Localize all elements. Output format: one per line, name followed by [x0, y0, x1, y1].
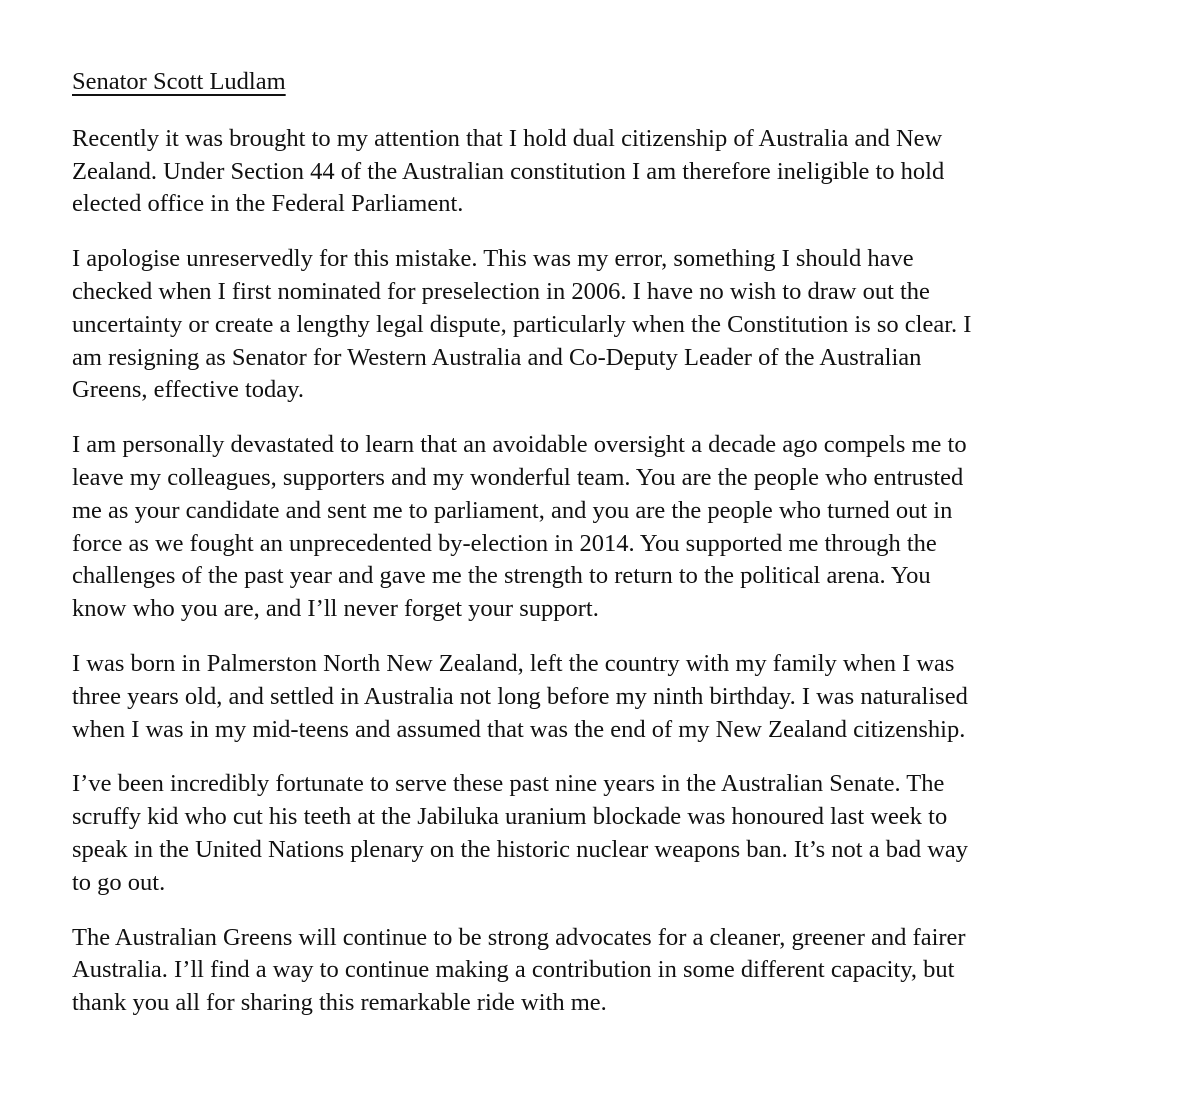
text-line: force as we fought an unprecedented by-election in 2014. You supported me through the — [72, 529, 937, 557]
paragraph-reflection — [72, 768, 1132, 899]
paragraph-gratitude — [72, 429, 1132, 626]
paragraph-apology — [72, 243, 1132, 407]
text-line: Zealand. Under Section 44 of the Australian constitution I am therefore ineligible to hold — [72, 157, 945, 185]
text-line: I was born in Palmerston North New Zealand, left the country with my family when I was — [72, 649, 955, 677]
text-line: leave my colleagues, supporters and my wonderful team. You are the people who entrusted — [72, 463, 964, 491]
text-line: challenges of the past year and gave me the strength to return to the political arena. You — [72, 562, 931, 590]
text-line: me as your candidate and sent me to parliament, and you are the people who turned out in — [72, 496, 953, 524]
text-line: Recently it was brought to my attention that I hold dual citizenship of Australia and New — [72, 124, 943, 152]
text-line: I apologise unreservedly for this mistake. This was my error, something I should have — [72, 245, 914, 273]
text-line: I’ve been incredibly fortunate to serve these past nine years in the Australian Senate. The — [72, 770, 945, 798]
text-line: speak in the United Nations plenary on the historic nuclear weapons ban. It’s not a bad way — [72, 835, 969, 863]
text-line: I am personally devastated to learn that an avoidable oversight a decade ago compels me to — [72, 431, 967, 459]
text-line: when I was in my mid-teens and assumed that was the end of my New Zealand citizenship. — [72, 715, 966, 743]
text-line: uncertainty or create a lengthy legal dispute, particularly when the Constitution is so clear. I — [72, 310, 972, 338]
paragraph-background — [72, 648, 1132, 746]
text-line: elected office in the Federal Parliament. — [72, 190, 464, 218]
text-line: Australia. I’ll find a way to continue making a contribution in some different capacity, but — [72, 956, 955, 984]
text-line: scruffy kid who cut his teeth at the Jabiluka uranium blockade was honoured last week to — [72, 803, 948, 831]
statement-document — [72, 66, 1132, 1042]
paragraph-dual-citizenship — [72, 123, 1132, 221]
text-line: The Australian Greens will continue to be strong advocates for a cleaner, greener and fairer — [72, 923, 966, 951]
paragraph-closing — [72, 922, 1132, 1020]
text-line: to go out. — [72, 868, 166, 896]
text-line: Greens, effective today. — [72, 376, 304, 404]
text-line: three years old, and settled in Australia not long before my ninth birthday. I was naturalised — [72, 682, 968, 710]
text-line: know who you are, and I’ll never forget your support. — [72, 595, 599, 623]
text-line: thank you all for sharing this remarkable ride with me. — [72, 989, 607, 1017]
statement-heading: Senator Scott Ludlam — [72, 68, 286, 95]
text-line: am resigning as Senator for Western Australia and Co-Deputy Leader of the Australian — [72, 343, 922, 371]
text-line: checked when I first nominated for preselection in 2006. I have no wish to draw out the — [72, 277, 930, 305]
